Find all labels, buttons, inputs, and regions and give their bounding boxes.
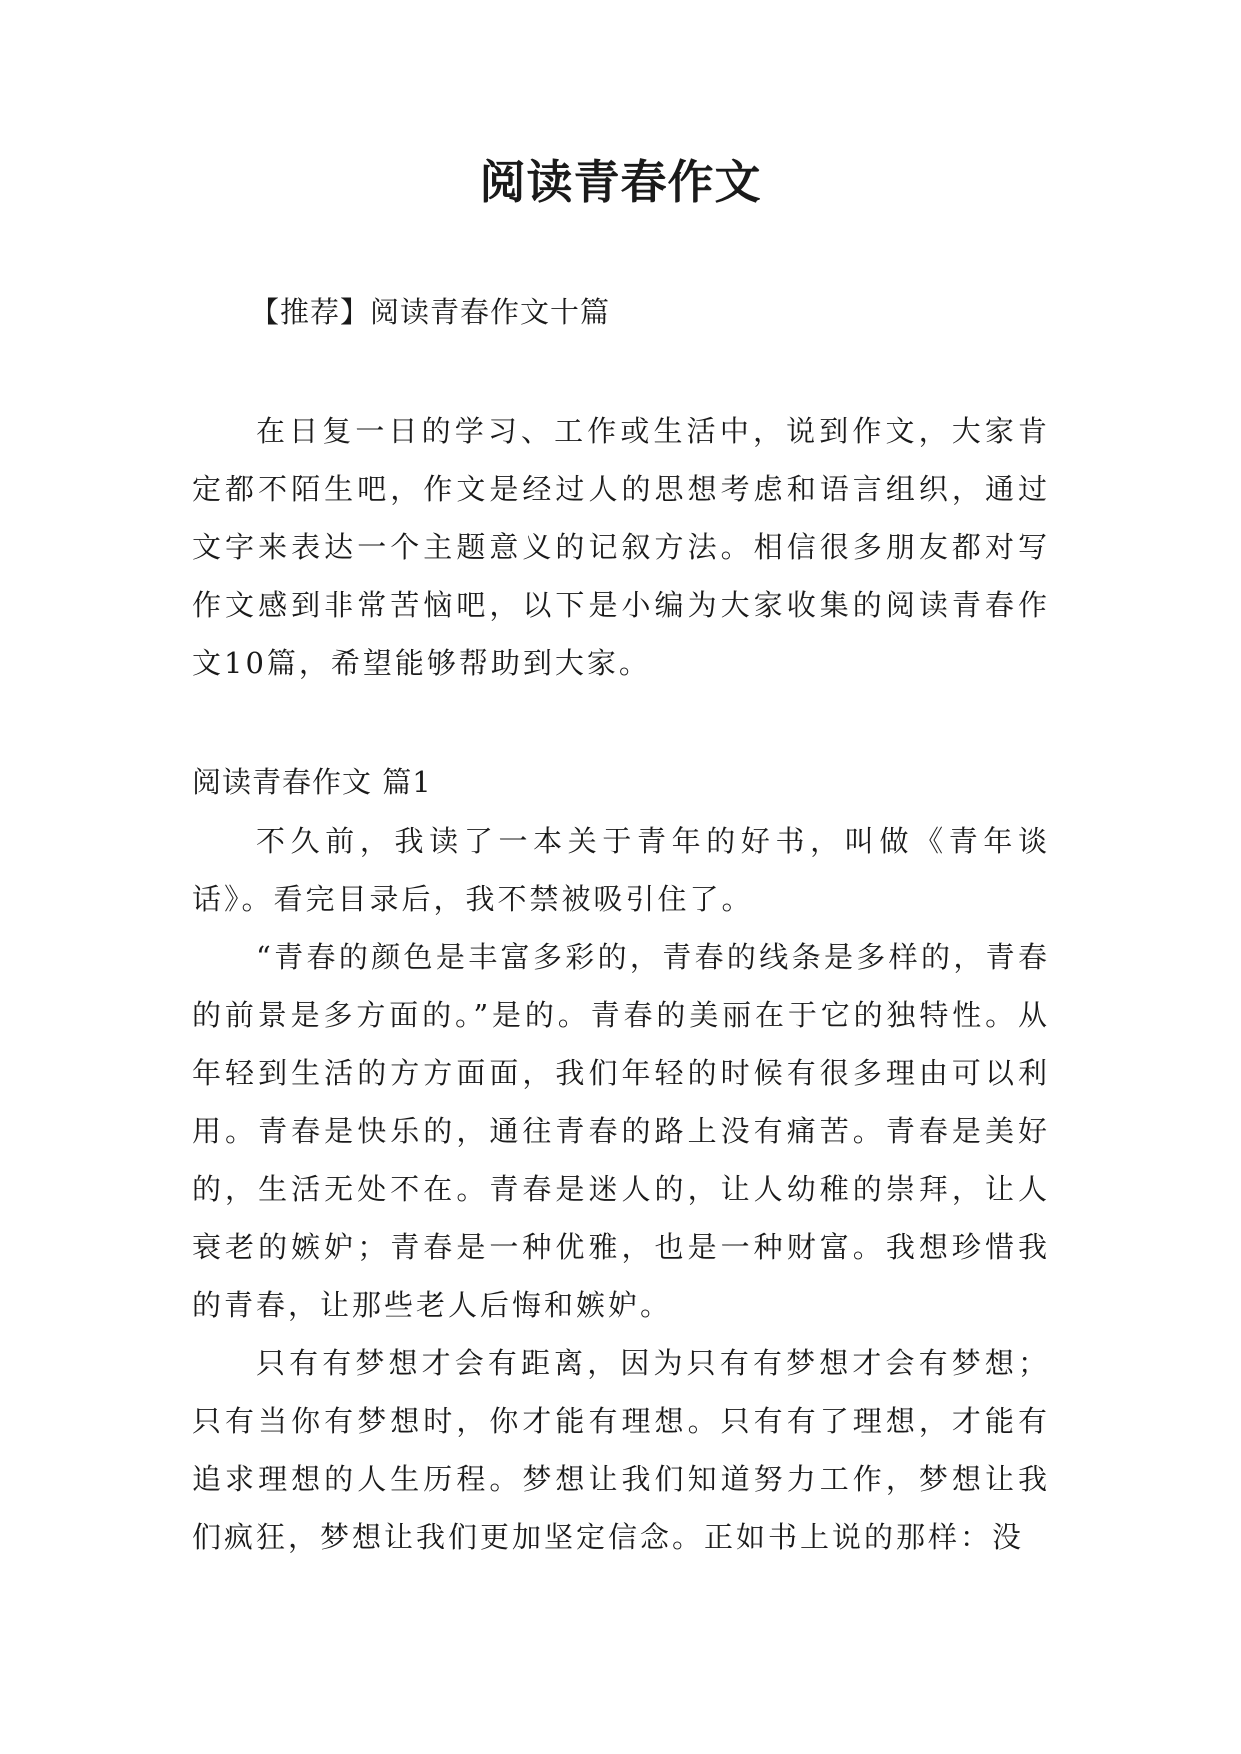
intro-section — [192, 402, 1050, 692]
paragraph: “青春的颜色是丰富多彩的，青春的线条是多样的，青春的前景是多方面的。”是的。青春的美丽在于它的独特性。从年轻到生活的方方面面，我们年轻的时候有很多理由可以利用。青春是快乐的，通往青春的路上没有痛苦。青春是美好的，生活无处不在。青春是迷人的，让人幼稚的崇拜，让人衰老的嫉妒；青春是一种优雅，也是一种财富。我想珍惜我的青春，让那些老人后悔和嫉妒。 — [192, 940, 1050, 1322]
section-heading: 阅读青春作文 篇1 — [192, 765, 432, 799]
intro-paragraph: 在日复一日的学习、工作或生活中，说到作文，大家肯定都不陌生吧，作文是经过人的思想考虑和语言组织，通过文字来表达一个主题意义的记叙方法。相信很多朋友都对写作文感到非常苦恼吧，以下是小编为大家收集的阅读青春作文10篇，希望能够帮助到大家。 — [192, 414, 1050, 680]
document-subtitle: 【推荐】阅读青春作文十篇 — [250, 295, 611, 329]
paragraph: 只有有梦想才会有距离，因为只有有梦想才会有梦想；只有当你有梦想时，你才能有理想。只有有了理想，才能有追求理想的人生历程。梦想让我们知道努力工作，梦想让我们疯狂，梦想让我们更加坚定信念。正如书上说的那样：没 — [192, 1346, 1050, 1554]
article-body — [192, 812, 1050, 1566]
paragraph: 不久前，我读了一本关于青年的好书，叫做《青年谈话》。看完目录后，我不禁被吸引住了。 — [192, 824, 1050, 916]
document-title: 阅读青春作文 — [479, 155, 762, 209]
